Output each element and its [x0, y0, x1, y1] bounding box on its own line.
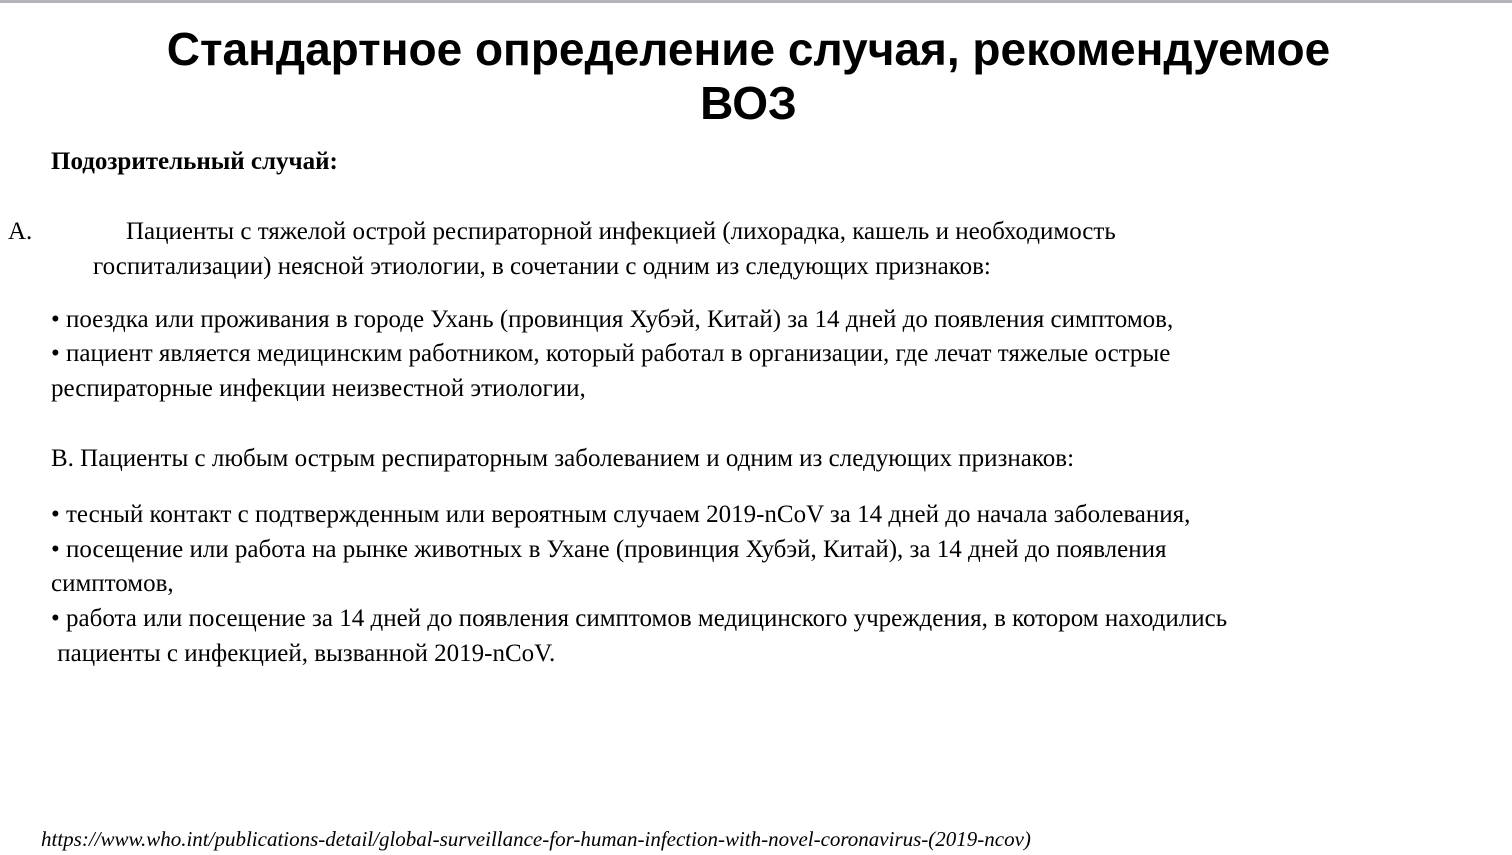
top-divider	[0, 0, 1512, 3]
section-a-marker: A.	[8, 218, 33, 245]
page-title-line-2: ВОЗ	[700, 77, 797, 129]
section-b-bullet-3-continued: пациенты с инфекцией, вызванной 2019-nCoV.	[51, 640, 556, 667]
section-a-text-line-2: госпитализации) неясной этиологии, в сочетании с одним из следующих признаков:	[93, 253, 991, 280]
section-a-bullet-2: • пациент является медицинским работником, который работал в организации, где лечат тяжелые острые	[51, 340, 1171, 367]
page-title	[0, 22, 1497, 130]
section-b-bullet-1: • тесный контакт с подтвержденным или вероятным случаем 2019-nCoV за 14 дней до начала заболевания,	[51, 501, 1191, 528]
suspect-case-heading: Подозрительный случай:	[51, 148, 338, 175]
section-b-heading: B. Пациенты с любым острым респираторным заболеванием и одним из следующих признаков:	[51, 445, 1075, 472]
section-b-bullet-2: • посещение или работа на рынке животных в Ухане (провинция Хубэй, Китай), за 14 дней до появления	[51, 536, 1167, 563]
section-a-bullet-2-continued: респираторные инфекции неизвестной этиологии,	[51, 375, 586, 402]
section-b-bullet-3: • работа или посещение за 14 дней до появления симптомов медицинского учреждения, в котором находились	[51, 605, 1228, 632]
page-title-line-1: Стандартное определение случая, рекомендуемое	[166, 23, 1331, 75]
source-url: https://www.who.int/publications-detail/global-surveillance-for-human-infection-with-novel-coronavirus-(2019-ncov)	[41, 827, 1031, 851]
section-a-text-line-1: Пациенты с тяжелой острой респираторной инфекцией (лихорадка, кашель и необходимость	[126, 218, 1116, 245]
section-a-bullet-1: • поездка или проживания в городе Ухань (провинция Хубэй, Китай) за 14 дней до появления симптомов,	[51, 306, 1174, 333]
section-b-bullet-2-continued: симптомов,	[51, 570, 174, 597]
